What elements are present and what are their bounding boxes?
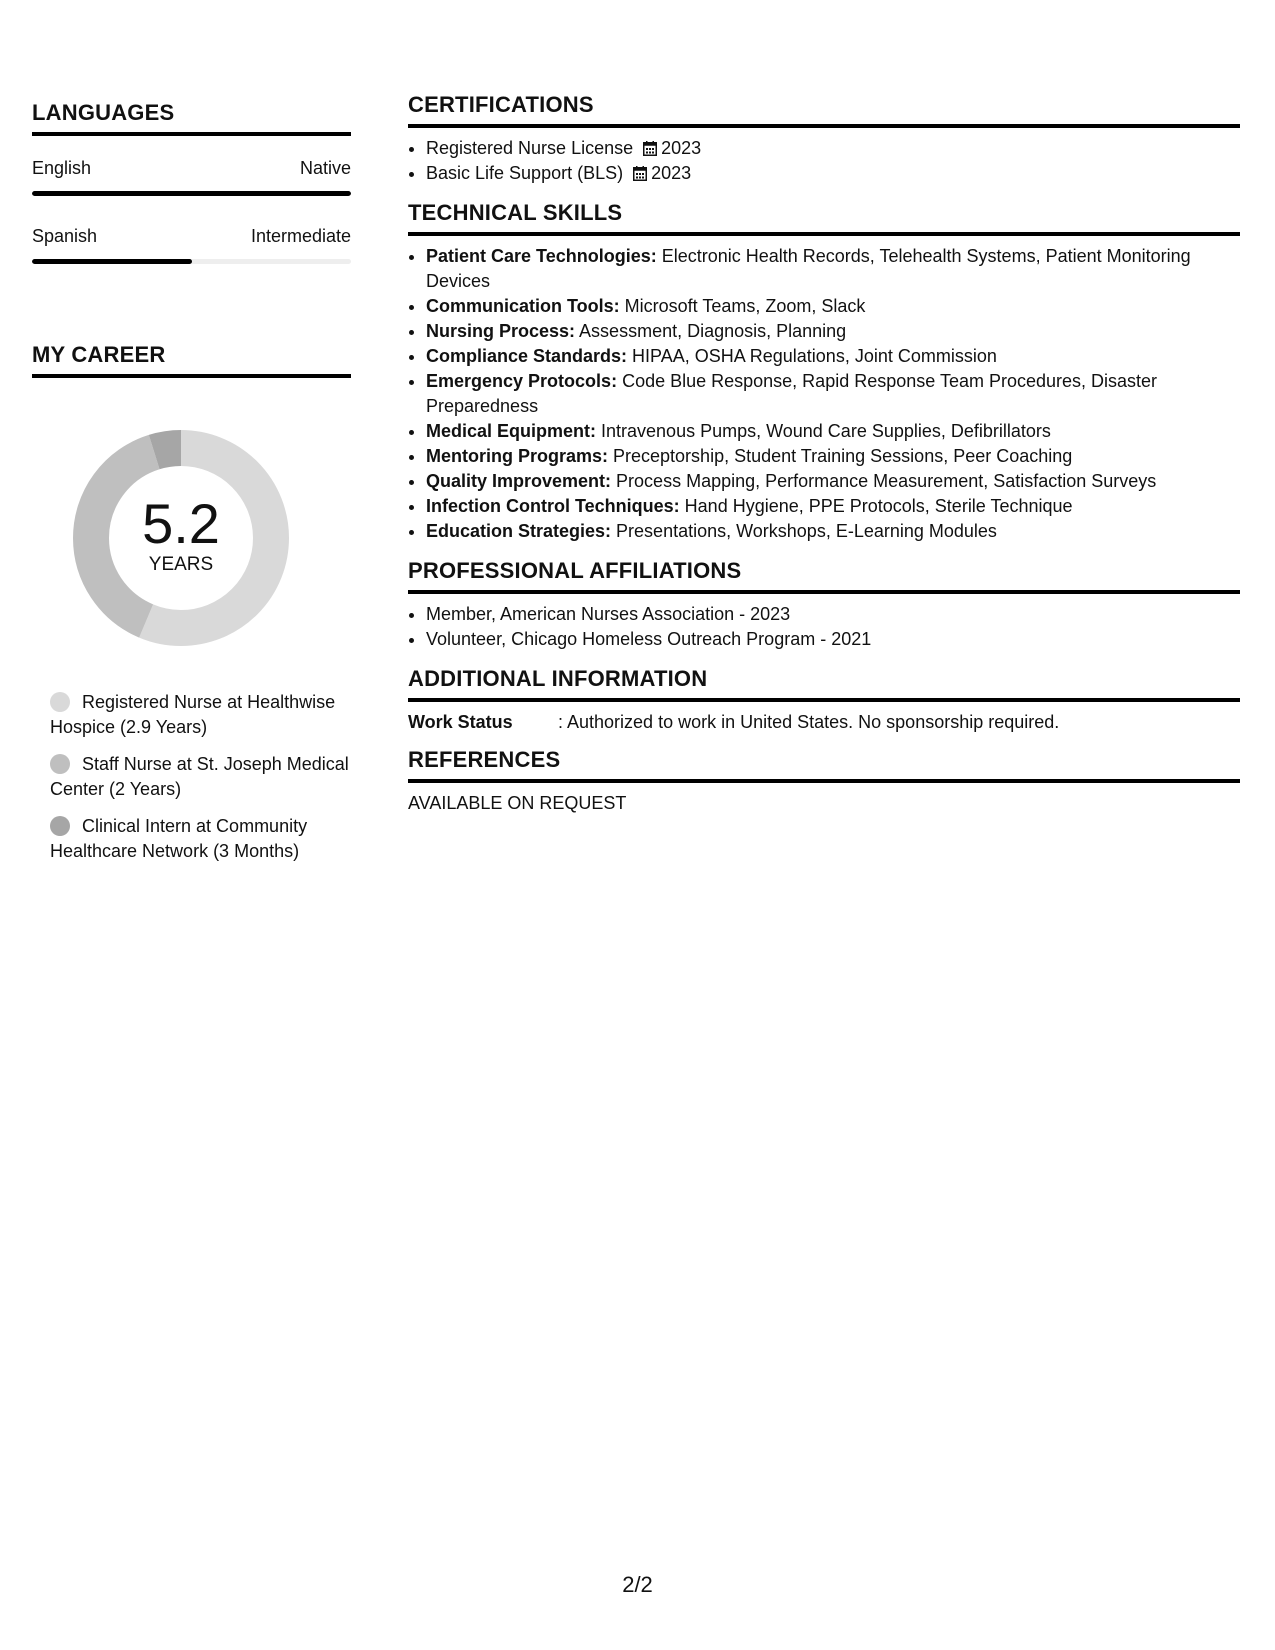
skill-item — [426, 344, 1240, 369]
skill-item — [426, 444, 1240, 469]
right-column — [408, 92, 1240, 828]
certifications-title: CERTIFICATIONS — [408, 92, 1240, 128]
work-status-label: Work Status — [408, 712, 513, 732]
skill-values: Hand Hygiene, PPE Protocols, Sterile Technique — [679, 496, 1073, 516]
page-number: 2/2 — [622, 1572, 653, 1597]
certifications-section — [408, 92, 1240, 186]
career-donut-chart — [65, 422, 297, 654]
certification-name: Basic Life Support (BLS) — [426, 163, 624, 183]
skill-category: Education Strategies: — [426, 521, 612, 541]
skill-category: Compliance Standards: — [426, 346, 628, 366]
skill-category: Infection Control Techniques: — [426, 496, 680, 516]
affiliations-title: PROFESSIONAL AFFILIATIONS — [408, 558, 1240, 594]
skill-category: Patient Care Technologies: — [426, 246, 657, 266]
affiliation-item: • Member, American Nurses Association - 2023 — [426, 602, 1240, 627]
skill-item — [426, 294, 1240, 319]
skill-values: Preceptorship, Student Training Sessions, Peer Coaching — [608, 446, 1073, 466]
work-status-value: : Authorized to work in United States. No sponsorship required. — [558, 712, 1060, 732]
language-item — [32, 158, 351, 196]
career-total-unit: YEARS — [148, 554, 214, 575]
skill-category: Medical Equipment: — [426, 421, 597, 441]
skill-category: Quality Improvement: — [426, 471, 612, 491]
certification-item — [426, 161, 1240, 186]
left-column — [32, 100, 351, 876]
affiliations-section — [408, 558, 1240, 652]
legend-label: Clinical Intern at Community Healthcare Network (3 Months) — [50, 816, 308, 861]
calendar-icon — [643, 141, 657, 156]
languages-list — [32, 158, 351, 264]
skill-values: Intravenous Pumps, Wound Care Supplies, Defibrillators — [596, 421, 1051, 441]
calendar-icon — [633, 166, 647, 181]
career-donut-center — [65, 422, 297, 654]
language-item — [32, 226, 351, 264]
language-level: Intermediate — [250, 226, 351, 246]
affiliation-item: • Volunteer, Chicago Homeless Outreach Program - 2021 — [426, 627, 1240, 652]
legend-label: Registered Nurse at Healthwise Hospice (2.9 Years) — [50, 692, 336, 737]
technical-skills-title: TECHNICAL SKILLS — [408, 200, 1240, 236]
skill-values: Assessment, Diagnosis, Planning — [575, 321, 847, 341]
references-text: AVAILABLE ON REQUEST — [408, 793, 627, 813]
language-name: English — [32, 158, 92, 178]
skill-item — [426, 244, 1240, 294]
career-legend-item — [50, 814, 351, 864]
language-name: Spanish — [32, 226, 98, 246]
career-legend — [32, 690, 351, 864]
career-legend-item — [50, 752, 351, 802]
languages-title: LANGUAGES — [32, 100, 351, 136]
additional-info-section — [408, 666, 1240, 733]
language-level: Native — [299, 158, 351, 178]
skill-item — [426, 369, 1240, 419]
career-legend-item — [50, 690, 351, 740]
certification-year: 2023 — [661, 138, 702, 158]
language-proficiency-fill — [32, 191, 351, 196]
certification-item — [426, 136, 1240, 161]
skill-category: Nursing Process: — [426, 321, 576, 341]
skill-item — [426, 419, 1240, 444]
work-status-row — [408, 712, 1240, 733]
skill-values: Code Blue Response, Rapid Response Team Procedures, Disaster Preparedness — [426, 371, 1158, 416]
skill-category: Communication Tools: — [426, 296, 620, 316]
skill-values: HIPAA, OSHA Regulations, Joint Commission — [627, 346, 997, 366]
legend-dot — [50, 692, 70, 712]
skill-category: Mentoring Programs: — [426, 446, 609, 466]
references-section — [408, 747, 1240, 814]
skill-item — [426, 319, 1240, 344]
legend-dot — [50, 754, 70, 774]
skill-values: Process Mapping, Performance Measurement, Satisfaction Surveys — [611, 471, 1157, 491]
skill-item — [426, 519, 1240, 544]
technical-skills-section — [408, 200, 1240, 544]
career-section — [32, 342, 351, 864]
skill-item — [426, 494, 1240, 519]
language-proficiency-bar — [32, 191, 351, 196]
certification-year: 2023 — [651, 163, 692, 183]
skill-category: Emergency Protocols: — [426, 371, 618, 391]
additional-info-title: ADDITIONAL INFORMATION — [408, 666, 1240, 702]
skill-values: Electronic Health Records, Telehealth Systems, Patient Monitoring Devices — [426, 246, 1191, 291]
career-total-years: 5.2 — [142, 492, 220, 555]
skill-values: Presentations, Workshops, E-Learning Modules — [611, 521, 997, 541]
legend-dot — [50, 816, 70, 836]
certification-name: Registered Nurse License — [426, 138, 634, 158]
skill-values: Microsoft Teams, Zoom, Slack — [619, 296, 866, 316]
references-title: REFERENCES — [408, 747, 1240, 783]
language-proficiency-fill — [32, 259, 192, 264]
career-title: MY CAREER — [32, 342, 351, 378]
language-proficiency-bar — [32, 259, 351, 264]
legend-label: Staff Nurse at St. Joseph Medical Center (2 Years) — [50, 754, 349, 799]
skill-item — [426, 469, 1240, 494]
